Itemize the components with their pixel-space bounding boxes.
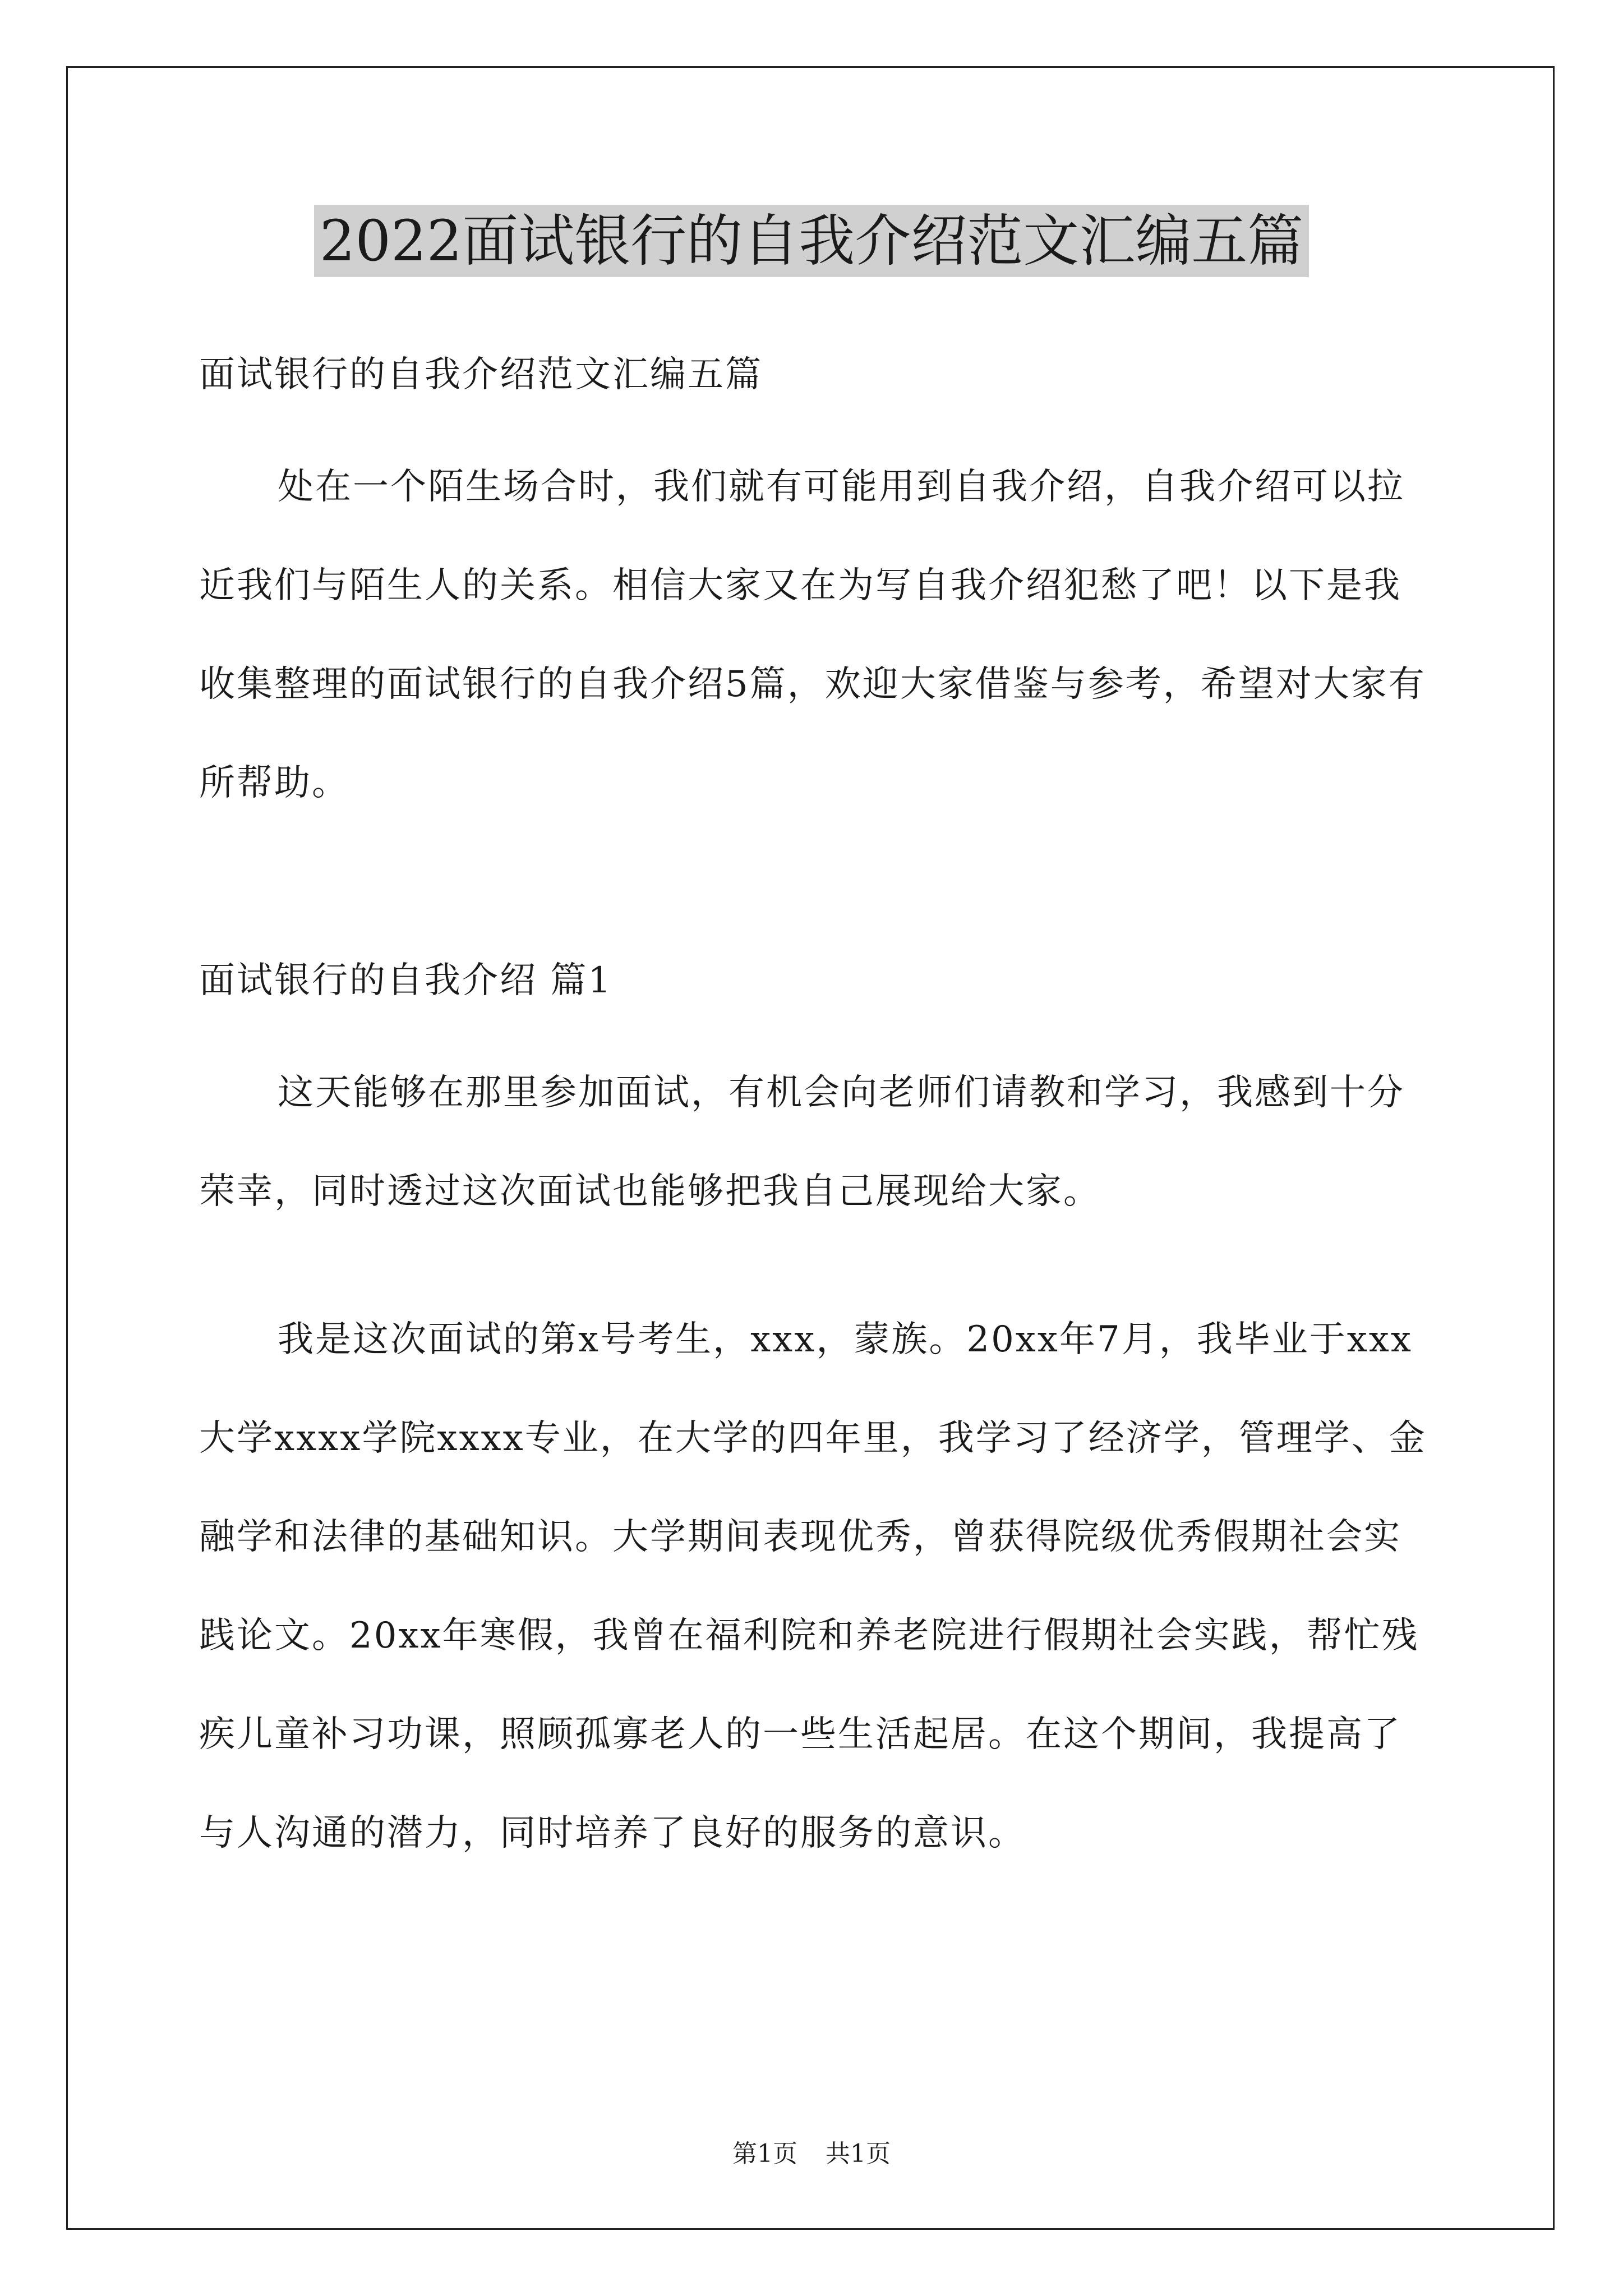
- subtitle-text: 面试银行的自我介绍范文汇编五篇: [199, 354, 763, 395]
- document-subtitle: [199, 325, 1433, 424]
- document-title: [0, 202, 1623, 280]
- section-heading: [199, 931, 1433, 1030]
- paragraph-2-text: 我是这次面试的第x号考生，xxx，蒙族。20xx年7月，我毕业于xxx大学xxxx学院xxxx专业，在大学的四年里，我学习了经济学，管理学、金融学和法律的基础知识。大学期间表现优秀，曾获得院级优秀假期社会实践论文。20xx年寒假，我曾在福利院和养老院进行假期社会实践，帮忙残疾儿童补习功课，照顾孤寡老人的一些生活起居。在这个期间，我提高了与人沟通的潜力，同时培养了良好的服务的意识。: [199, 1319, 1427, 1854]
- page-number-current: 第1页: [732, 2139, 797, 2168]
- body-paragraph-2: [199, 1290, 1433, 1883]
- intro-paragraph: [199, 438, 1433, 832]
- intro-text: 处在一个陌生场合时，我们就有可能用到自我介绍，自我介绍可以拉近我们与陌生人的关系。相信大家又在为写自我介绍犯愁了吧！以下是我收集整理的面试银行的自我介绍5篇，欢迎大家借鉴与参考，希望对大家有所帮助。: [199, 466, 1426, 804]
- page-number-total: 共1页: [826, 2139, 891, 2168]
- paragraph-1-text: 这天能够在那里参加面试，有机会向老师们请教和学习，我感到十分荣幸，同时透过这次面试也能够把我自己展现给大家。: [199, 1072, 1405, 1212]
- body-paragraph-1: [199, 1043, 1433, 1241]
- document-title-text: 2022面试银行的自我介绍范文汇编五篇: [314, 205, 1310, 277]
- page-footer: [0, 2137, 1623, 2171]
- section-heading-text: 面试银行的自我介绍 篇1: [199, 960, 613, 1001]
